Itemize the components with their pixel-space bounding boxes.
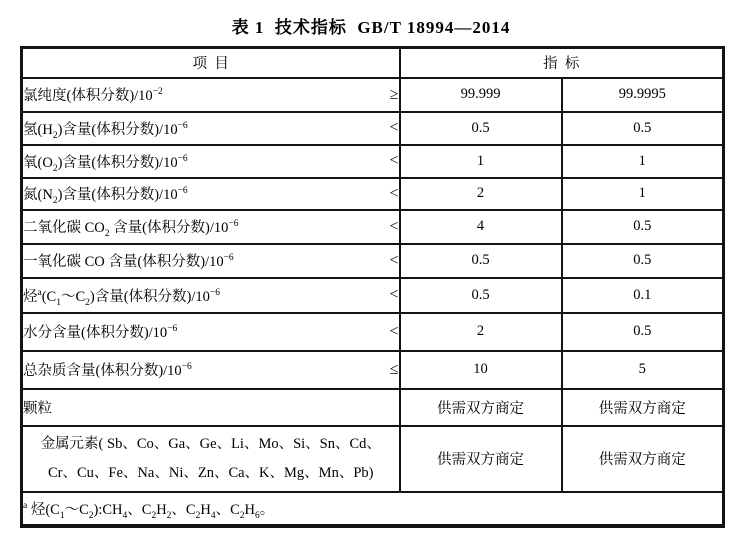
row-value-grade2: 0.5 [562,244,724,278]
row-label: 一氧化碳 CO 含量(体积分数)$/10^{-6}$ [23,253,234,270]
footnote-text: $^a$ 烃$(C_1\sim C_2):CH_4$、$C_2H_2$、$C_2H_4$、$C_2H_6$。 [22,492,724,526]
row-value-grade1: 供需双方商定 [400,426,562,492]
row-operator: < [389,286,399,303]
row-value-grade1: 10 [400,351,562,389]
row-value-grade1: 4 [400,210,562,244]
header-indicator: 指 标 [400,48,724,78]
row-value-grade1: 2 [400,178,562,210]
table-row-co2 [22,210,724,244]
row-value-grade1: 0.5 [400,278,562,313]
row-value-grade2: 供需双方商定 [562,389,724,426]
row-value-grade1: 2 [400,313,562,351]
table-row-nitrogen [22,178,724,210]
row-value-grade2: 1 [562,178,724,210]
row-value-grade2: 0.5 [562,112,724,145]
row-operator: < [389,184,399,202]
row-label: 金属元素( Sb、Co、Ga、Ge、Li、Mo、Si、Sn、Cd、 Cr、Cu、Fe、Na、Ni、Zn、Ca、K、Mg、Mn、Pb) [22,426,400,492]
table-row-moisture [22,313,724,351]
table-row-hydrogen [22,112,724,145]
table-row-oxygen [22,145,724,178]
table-row-purity [22,78,724,112]
row-label: 总杂质含量(体积分数)$/10^{-6}$ [23,362,192,379]
row-label: 氮$(N_2)$含量(体积分数)$/10^{-6}$ [23,186,188,206]
table-row-co [22,244,724,278]
row-label: 氧$(O_2)$含量(体积分数)$/10^{-6}$ [23,153,188,174]
table-row-particles [22,389,724,426]
row-value-grade1: 0.5 [400,244,562,278]
row-value-grade1: 0.5 [400,112,562,145]
header-item: 项 目 [22,48,400,78]
row-value-grade2: 0.5 [562,210,724,244]
row-operator: < [389,251,399,269]
table-title: 表 1 技术指标 GB/T 18994—2014 [231,18,511,37]
row-operator: < [389,217,399,235]
table-row-hydrocarbon [22,278,724,313]
row-value-grade2: 5 [562,351,724,389]
row-label: 氢$(H_2)$含量(体积分数)$/10^{-6}$ [23,120,188,141]
row-value-grade1: 99.999 [400,78,562,112]
row-label: 二氧化碳 $CO_2$ 含量(体积分数)$/10^{-6}$ [23,219,239,239]
row-value-grade2: 0.5 [562,313,724,351]
row-value-grade1: 供需双方商定 [400,389,562,426]
row-label: 颗粒 [23,400,52,417]
row-value-grade2: 0.1 [562,278,724,313]
spec-table [20,46,725,528]
row-value-grade1: 1 [400,145,562,178]
table-footnote-row [22,492,724,526]
table-row-total-impurity [22,351,724,389]
row-operator: < [389,119,399,136]
row-value-grade2: 1 [562,145,724,178]
row-label: 氯纯度(体积分数)$/10^{-2}$ [23,87,163,104]
row-operator: < [389,322,399,340]
row-value-grade2: 99.9995 [562,78,724,112]
row-label: 水分含量(体积分数)$/10^{-6}$ [23,324,178,341]
row-operator: ≥ [389,85,399,103]
row-value-grade2: 供需双方商定 [562,426,724,492]
row-operator: < [389,152,399,169]
table-row-metal-elements [22,426,724,492]
row-label: 烃$^a(C_1\sim C_2)$含量(体积分数)$/10^{-6}$ [23,287,221,308]
table-header-row [22,48,724,78]
row-operator: ≤ [389,360,399,378]
